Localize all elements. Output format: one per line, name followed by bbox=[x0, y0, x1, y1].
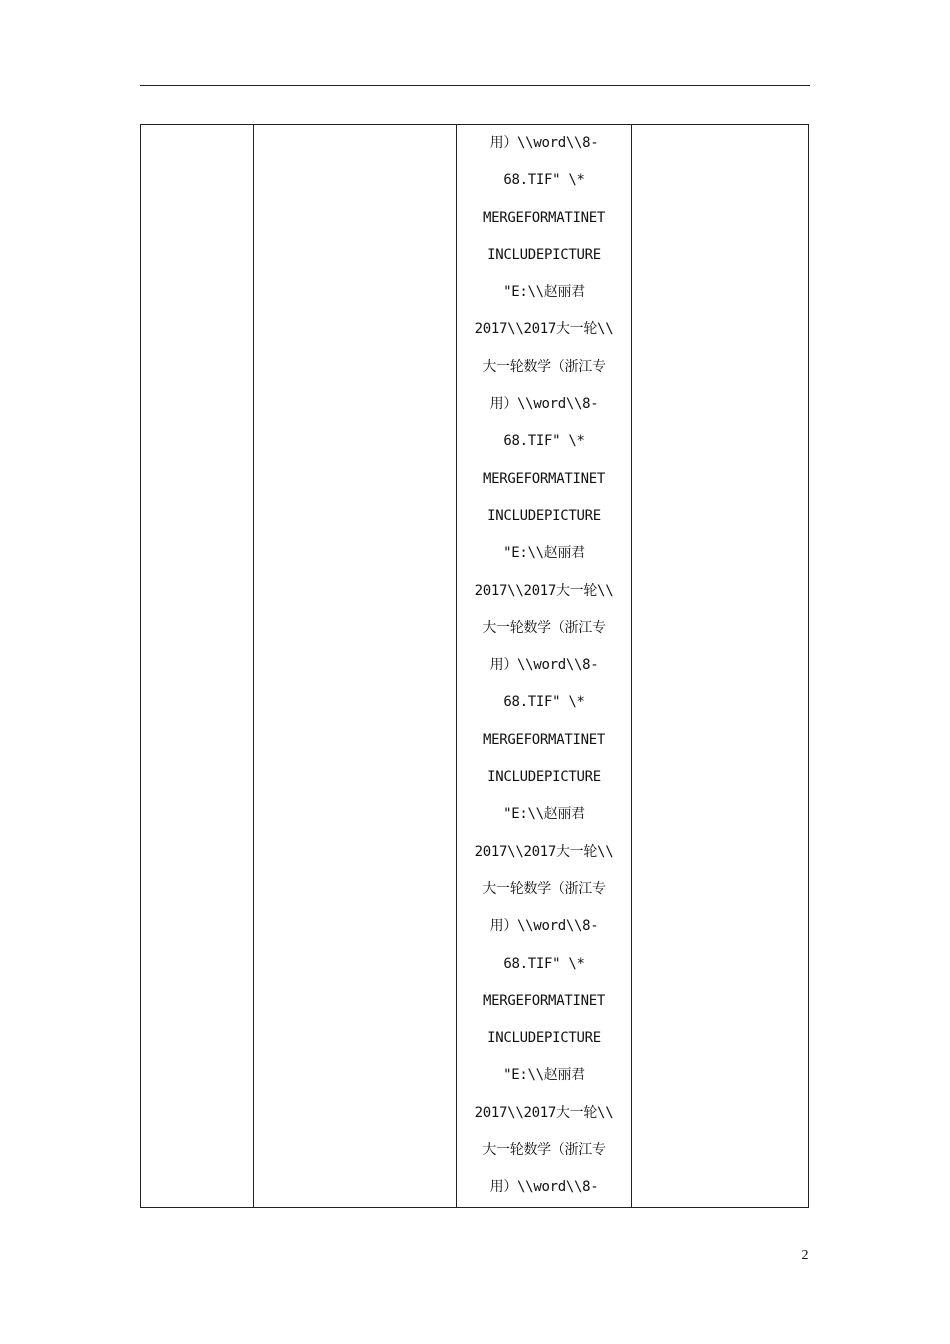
text-line: MERGEFORMATINET bbox=[483, 992, 605, 1009]
text-line: 用）\\word\\8- bbox=[489, 1179, 599, 1196]
page-number: 2 bbox=[801, 1248, 809, 1263]
field-code-text bbox=[457, 125, 631, 1207]
text-line: MERGEFORMATINET bbox=[483, 470, 605, 487]
text-line: 2017\\2017大一轮\\ bbox=[474, 843, 614, 860]
text-line: "E:\\赵丽君 bbox=[503, 1067, 585, 1084]
text-line: "E:\\赵丽君 bbox=[503, 545, 585, 562]
text-line: 用）\\word\\8- bbox=[489, 396, 599, 413]
text-line: MERGEFORMATINET bbox=[483, 209, 605, 226]
text-line: 2017\\2017大一轮\\ bbox=[474, 321, 614, 338]
document-table bbox=[140, 124, 809, 1208]
text-line: 68.TIF" \* bbox=[503, 433, 585, 450]
text-line: 大一轮数学（浙江专 bbox=[482, 358, 606, 375]
text-line: 用）\\word\\8- bbox=[489, 135, 599, 151]
table-cell-col3 bbox=[457, 125, 632, 1208]
text-line: 2017\\2017大一轮\\ bbox=[474, 1104, 614, 1121]
text-line: INCLUDEPICTURE bbox=[487, 507, 601, 524]
text-line: 68.TIF" \* bbox=[503, 694, 585, 711]
text-line: 用）\\word\\8- bbox=[489, 918, 599, 935]
text-line: 用）\\word\\8- bbox=[489, 657, 599, 674]
text-line: INCLUDEPICTURE bbox=[487, 246, 601, 263]
table-cell-col1 bbox=[141, 125, 254, 1208]
table-row bbox=[141, 125, 809, 1208]
text-line: 大一轮数学（浙江专 bbox=[482, 880, 606, 897]
text-line: INCLUDEPICTURE bbox=[487, 1030, 601, 1047]
table-cell-col4 bbox=[632, 125, 809, 1208]
text-line: INCLUDEPICTURE bbox=[487, 769, 601, 786]
text-line: "E:\\赵丽君 bbox=[503, 284, 585, 301]
text-line: 大一轮数学（浙江专 bbox=[482, 619, 606, 636]
header-rule bbox=[140, 85, 810, 86]
text-line: 68.TIF" \* bbox=[503, 172, 585, 189]
text-line: 2017\\2017大一轮\\ bbox=[474, 582, 614, 599]
text-line: MERGEFORMATINET bbox=[483, 731, 605, 748]
text-line: "E:\\赵丽君 bbox=[503, 806, 585, 823]
table-cell-col2 bbox=[254, 125, 457, 1208]
text-line: 大一轮数学（浙江专 bbox=[482, 1142, 606, 1159]
text-line: 68.TIF" \* bbox=[503, 955, 585, 972]
